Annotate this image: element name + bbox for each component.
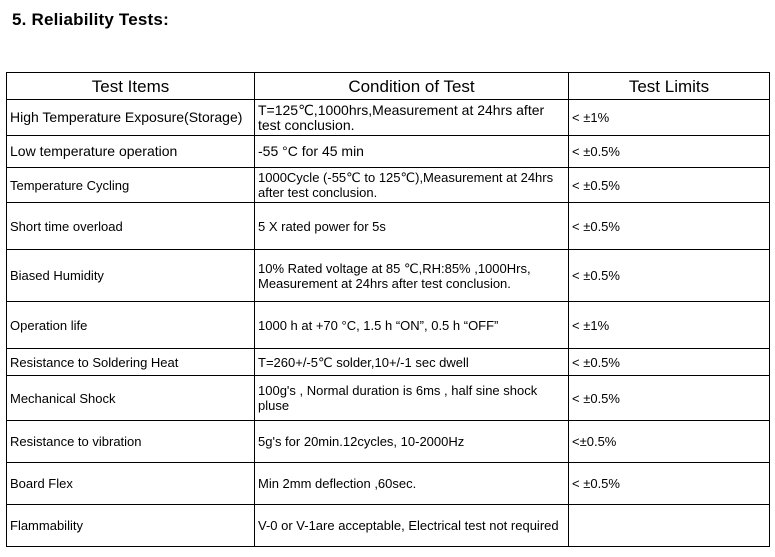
table-row (7, 250, 770, 302)
limit-cell: < ±0.5% (569, 203, 770, 250)
limit-cell: <±0.5% (569, 421, 770, 463)
condition-cell: T=260+/-5℃ solder,10+/-1 sec dwell (255, 349, 569, 376)
table-row (7, 376, 770, 421)
table-header-row (7, 73, 770, 100)
table-row (7, 349, 770, 376)
header-condition-of-test: Condition of Test (255, 73, 569, 100)
limit-cell (569, 505, 770, 547)
table-row (7, 302, 770, 349)
reliability-tests-table (6, 72, 770, 547)
test-item-cell: Resistance to vibration (7, 421, 255, 463)
test-item-cell: Biased Humidity (7, 250, 255, 302)
test-item-cell: Resistance to Soldering Heat (7, 349, 255, 376)
test-item-cell: Short time overload (7, 203, 255, 250)
table-row (7, 100, 770, 136)
table-row (7, 203, 770, 250)
header-test-limits: Test Limits (569, 73, 770, 100)
condition-cell: 5 X rated power for 5s (255, 203, 569, 250)
test-item-cell: Low temperature operation (7, 136, 255, 168)
section-title: 5. Reliability Tests: (12, 10, 169, 29)
condition-cell: 1000 h at +70 °C, 1.5 h “ON”, 0.5 h “OFF” (255, 302, 569, 349)
table-row (7, 463, 770, 505)
table-row (7, 421, 770, 463)
limit-cell: < ±1% (569, 100, 770, 136)
condition-cell: V-0 or V-1are acceptable, Electrical test not required (255, 505, 569, 547)
table-row (7, 168, 770, 203)
test-item-cell: Board Flex (7, 463, 255, 505)
test-item-cell: Temperature Cycling (7, 168, 255, 203)
condition-cell: 10% Rated voltage at 85 ℃,RH:85% ,1000Hrs, Measurement at 24hrs after test conclusion. (255, 250, 569, 302)
condition-cell: 5g's for 20min.12cycles, 10-2000Hz (255, 421, 569, 463)
condition-cell: -55 °C for 45 min (255, 136, 569, 168)
limit-cell: < ±0.5% (569, 376, 770, 421)
test-item-cell: High Temperature Exposure(Storage) (7, 100, 255, 136)
header-test-items: Test Items (7, 73, 255, 100)
limit-cell: < ±0.5% (569, 250, 770, 302)
table-row (7, 505, 770, 547)
limit-cell: < ±0.5% (569, 136, 770, 168)
test-item-cell: Flammability (7, 505, 255, 547)
condition-cell: 1000Cycle (-55℃ to 125℃),Measurement at 24hrs after test conclusion. (255, 168, 569, 203)
limit-cell: < ±0.5% (569, 349, 770, 376)
test-item-cell: Mechanical Shock (7, 376, 255, 421)
condition-cell: T=125℃,1000hrs,Measurement at 24hrs after test conclusion. (255, 100, 569, 136)
table-row (7, 136, 770, 168)
condition-cell: Min 2mm deflection ,60sec. (255, 463, 569, 505)
condition-cell: 100g's , Normal duration is 6ms , half sine shock pluse (255, 376, 569, 421)
limit-cell: < ±1% (569, 302, 770, 349)
test-item-cell: Operation life (7, 302, 255, 349)
limit-cell: < ±0.5% (569, 463, 770, 505)
limit-cell: < ±0.5% (569, 168, 770, 203)
